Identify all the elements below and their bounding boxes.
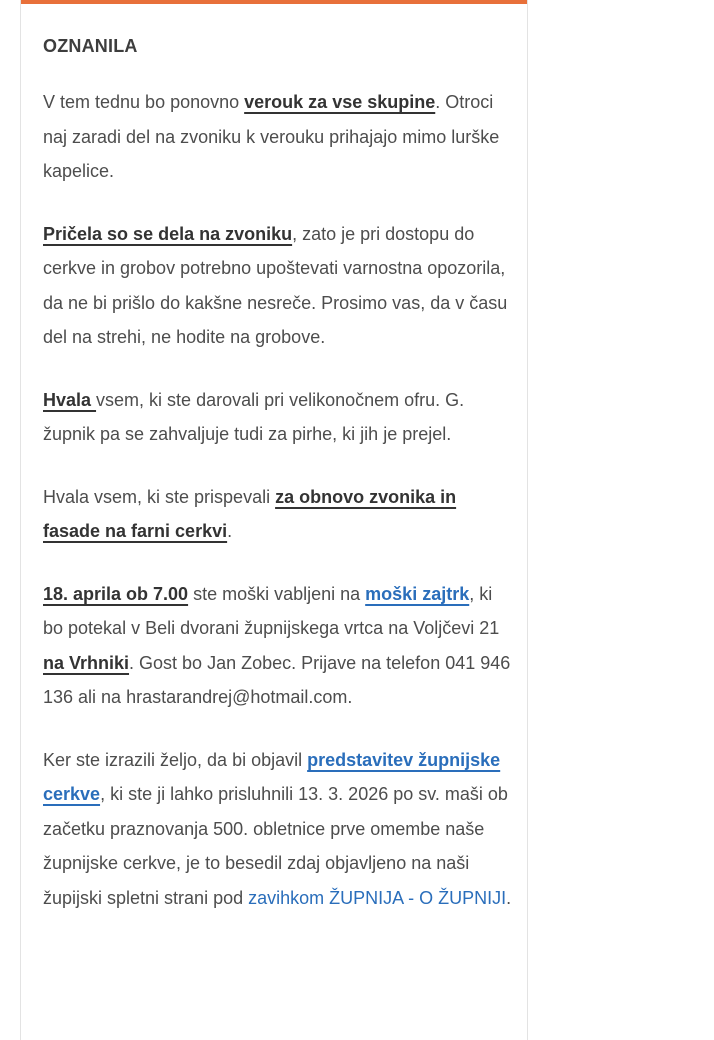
highlight-renovation: za obnovo zvonika in fasade na farni cerkvi xyxy=(43,486,457,541)
announcement-mens-breakfast xyxy=(43,577,513,715)
text: , zato je pri dostopu do cerkve in grobov potrebno upoštevati varnostna opozorila, da ne bi prišlo do kakšne nesreče. Prosimo vas, da v času del na strehi, ne hodite na grobove. xyxy=(43,223,508,347)
highlight-zvonik-works: Pričela so se dela na zvoniku xyxy=(43,223,293,244)
text: , ki ste ji lahko prisluhnili 13. 3. 2026 po sv. maši ob začetku praznovanja 500. obletnice prve omembe naše župnijske cerkve, je to besedil zdaj objavljeno na naši župijski spletni strani pod xyxy=(43,784,508,908)
highlight-hvala: Hvala xyxy=(43,389,97,410)
text: Hvala vsem, ki ste prispevali xyxy=(43,486,276,507)
announcements-card xyxy=(20,0,528,1040)
text: . xyxy=(506,887,512,908)
text: , ki bo potekal v Beli dvorani župnijskega vrtca na Voljčevi 21 xyxy=(43,583,500,638)
announcement-thanks-renovation xyxy=(43,480,513,549)
announcement-church-presentation xyxy=(43,743,513,916)
announcement-zvonik-works xyxy=(43,217,513,355)
link-zupnija-o-zupniji[interactable]: zavihkom ŽUPNIJA - O ŽUPNIJI xyxy=(248,887,507,908)
section-title: OZNANILA xyxy=(43,36,138,56)
highlight-vrhnika: na Vrhniki xyxy=(43,652,130,673)
text: V tem tednu bo ponovno xyxy=(43,92,245,112)
text: . xyxy=(227,521,233,541)
highlight-verouk: verouk za vse skupine xyxy=(244,92,436,112)
card-accent-bar xyxy=(21,0,527,4)
highlight-date: 18. aprila ob 7.00 xyxy=(43,583,189,604)
text: vsem, ki ste darovali pri velikonočnem ofru. G. župnik pa se zahvaljuje tudi za pirhe, ki jih je prejel. xyxy=(43,389,465,444)
text: ste moški vabljeni na xyxy=(188,583,366,604)
card-content xyxy=(43,36,513,943)
announcement-thanks-ofer xyxy=(43,383,513,452)
text: Ker ste izrazili željo, da bi objavil xyxy=(43,749,308,770)
link-predstavitev-cerkve[interactable]: predstavitev župnijske cerkve xyxy=(43,749,501,804)
text: . Otroci naj zaradi del na zvoniku k verouku prihajajo mimo lurške kapelice. xyxy=(43,92,500,181)
link-moski-zajtrk[interactable]: moški zajtrk xyxy=(365,583,470,604)
announcement-verouk xyxy=(43,85,513,189)
text: . Gost bo Jan Zobec. Prijave na telefon 041 946 136 ali na hrastarandrej@hotmail.com. xyxy=(43,652,511,707)
